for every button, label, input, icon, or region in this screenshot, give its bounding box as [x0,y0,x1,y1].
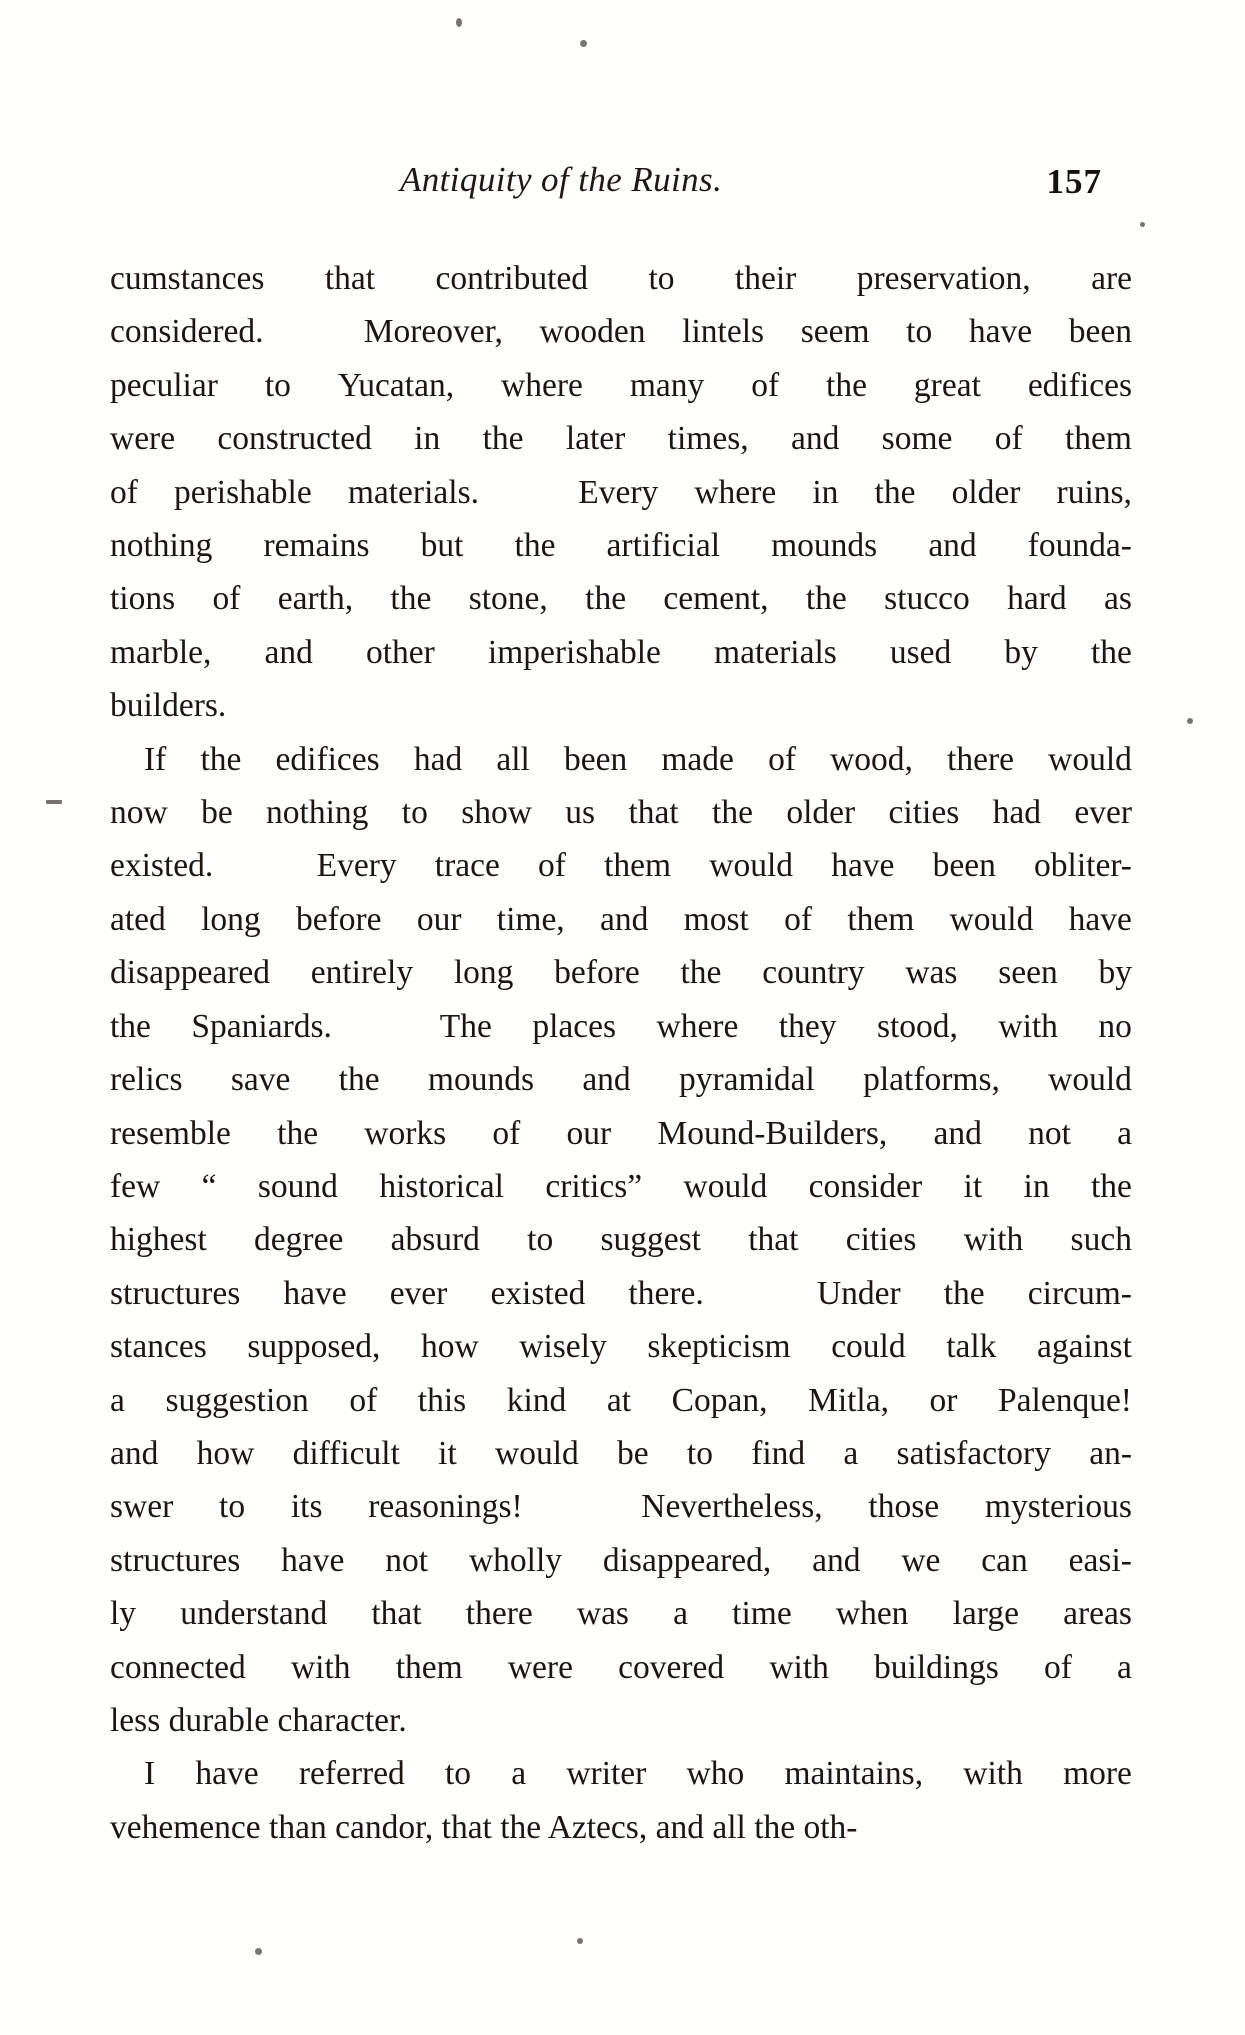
text-line: cumstances that contributed to their preservation, are [110,260,1132,297]
text-line: relics save the mounds and pyramidal platforms, would [110,1061,1132,1099]
paragraph-2 [110,733,1132,1748]
text-line: I have referred to a writer who maintains, with more [144,1755,1132,1793]
scan-speck [577,1938,583,1944]
text-line: builders. [110,687,227,725]
text-line: resemble the works of our Mound-Builders, and not a [110,1114,1132,1152]
text-line: of perishable materials. Every where in the older ruins, [110,473,1132,511]
text-line: structures have ever existed there. Under the circum- [110,1274,1132,1312]
scan-speck [1187,718,1193,724]
text-line: nothing remains but the artificial mounds and founda- [110,527,1132,565]
text-line: and how difficult it would be to find a satisfactory an- [110,1434,1132,1472]
running-title: Antiquity of the Ruins. [400,160,723,199]
text-line: If the edifices had all been made of wood, there would [144,740,1132,778]
text-line: vehemence than candor, that the Aztecs, and all the oth- [110,1808,858,1846]
page-header [110,160,1140,220]
text-line: swer to its reasonings! Nevertheless, those mysterious [110,1488,1132,1526]
page-body [110,252,1132,1854]
text-line: the Spaniards. The places where they stood, with no [110,1007,1132,1045]
text-line: peculiar to Yucatan, where many of the great edifices [110,366,1132,404]
text-line: tions of earth, the stone, the cement, the stucco hard as [110,580,1132,618]
text-line: structures have not wholly disappeared, and we can easi- [110,1541,1132,1579]
text-line: disappeared entirely long before the country was seen by [110,954,1132,992]
text-line: less durable character. [110,1701,407,1739]
scan-speck [580,40,587,47]
text-line: now be nothing to show us that the older cities had ever [110,794,1132,832]
paragraph-1 [110,252,1132,733]
scan-speck [456,18,462,27]
text-line: existed. Every trace of them would have been obliter- [110,847,1132,885]
scan-speck [46,800,62,804]
scan-speck [1140,222,1145,227]
text-line: a suggestion of this kind at Copan, Mitla, or Palenque! [110,1381,1132,1419]
text-line: few “ sound historical critics” would consider it in the [110,1167,1132,1205]
text-line: were constructed in the later times, and some of them [110,420,1132,458]
page-number: 157 [1046,162,1102,201]
text-line: highest degree absurd to suggest that cities with such [110,1221,1132,1259]
text-line: stances supposed, how wisely skepticism could talk against [110,1328,1132,1366]
text-line: ly understand that there was a time when large areas [110,1595,1132,1633]
text-line: marble, and other imperishable materials used by the [110,633,1132,671]
scan-speck [255,1948,262,1955]
text-line: connected with them were covered with buildings of a [110,1648,1132,1686]
paragraph-3 [110,1747,1132,1854]
text-line: considered. Moreover, wooden lintels seem to have been [110,313,1132,351]
text-line: ated long before our time, and most of them would have [110,900,1132,938]
